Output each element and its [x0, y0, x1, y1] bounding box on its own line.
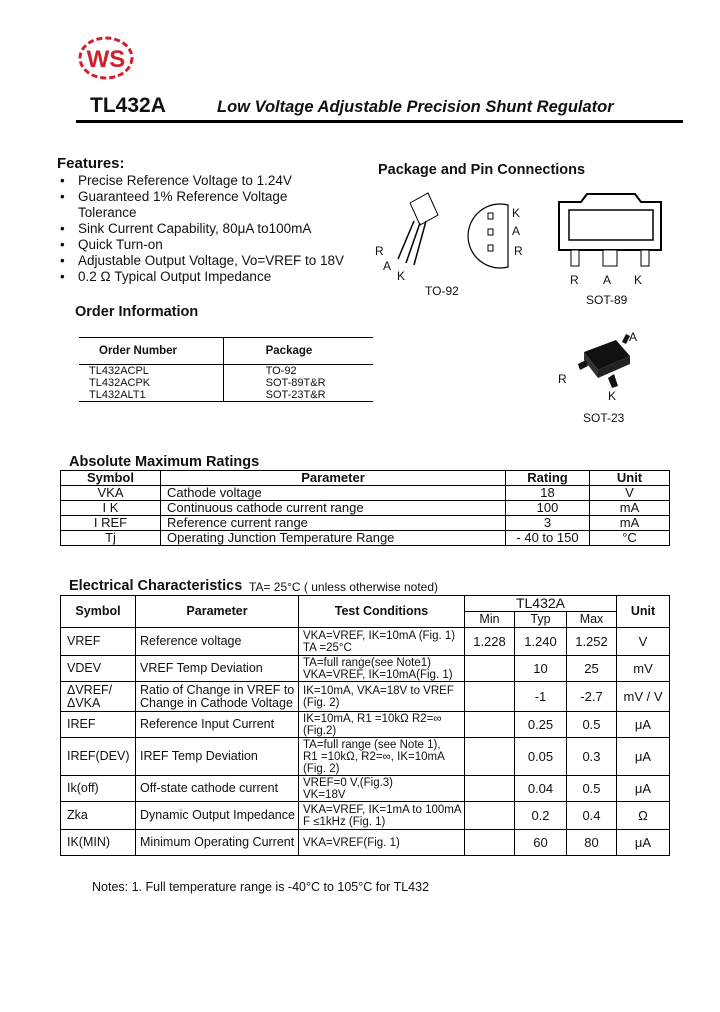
feature-item: • Precise Reference Voltage to 1.24V	[58, 173, 344, 189]
sot23-pin-r: R	[558, 372, 567, 386]
table-row	[61, 501, 670, 516]
to92-bottom-pin-a: A	[512, 224, 521, 238]
ec-test-line: VKA=VREF, IK=10mA (Fig. 1)	[303, 629, 456, 642]
sot89-diagram-icon	[555, 190, 667, 268]
to92-pin-r: R	[375, 244, 384, 258]
order-heading: Order Information	[75, 304, 199, 320]
ec-col-symbol: Symbol	[61, 596, 136, 628]
ec-typ: 10	[515, 656, 567, 682]
ec-min	[465, 776, 515, 802]
ec-col-group: TL432A	[465, 596, 617, 612]
amr-rating: 100	[506, 501, 590, 516]
amr-symbol: VKA	[61, 486, 161, 501]
to92-pin-k: K	[397, 269, 406, 283]
ec-min	[465, 738, 515, 776]
table-row	[61, 738, 670, 776]
ec-unit: Ω	[617, 802, 670, 830]
table-row	[61, 628, 670, 656]
sot89-pin-a: A	[603, 273, 612, 287]
ec-typ: 0.25	[515, 712, 567, 738]
ec-test-conditions	[299, 656, 465, 682]
ec-col-test: Test Conditions	[299, 596, 465, 628]
ec-parameter: Dynamic Output Impedance	[136, 802, 299, 830]
ec-max: -2.7	[567, 682, 617, 712]
amr-unit: mA	[590, 516, 670, 531]
sot23-label: SOT-23	[583, 411, 625, 425]
ec-typ: 1.240	[515, 628, 567, 656]
ec-max: 0.4	[567, 802, 617, 830]
amr-rating: - 40 to 150	[506, 531, 590, 546]
ec-max: 0.3	[567, 738, 617, 776]
feature-item: • Quick Turn-on	[58, 237, 344, 253]
ec-symbol: IREF(DEV)	[61, 738, 136, 776]
ec-unit: μA	[617, 776, 670, 802]
sot89-label: SOT-89	[586, 293, 628, 307]
ec-test-line: TA =25°C	[303, 641, 352, 654]
feature-item: • Sink Current Capability, 80μA to100mA	[58, 221, 344, 237]
ec-test-line: VKA=VREF(Fig. 1)	[303, 836, 400, 849]
ec-unit: μA	[617, 830, 670, 856]
ec-test-line: VK=18V	[303, 788, 346, 801]
ec-unit: V	[617, 628, 670, 656]
ec-parameter: Reference Input Current	[136, 712, 299, 738]
ws-logo	[76, 32, 136, 82]
ec-unit: mV / V	[617, 682, 670, 712]
ec-test-line: R1 =10kΩ, R2=∞, IK=10mA	[303, 750, 445, 763]
ec-symbol: VDEV	[61, 656, 136, 682]
ec-test-line: IK=10mA, VKA=18V to VREF	[303, 684, 454, 697]
ec-test-conditions	[299, 682, 465, 712]
ec-col-unit: Unit	[617, 596, 670, 628]
ec-symbol: IREF	[61, 712, 136, 738]
table-row	[61, 776, 670, 802]
to92-bottom-pin-r: R	[514, 244, 523, 258]
title-rule	[76, 120, 683, 123]
notes: Notes: 1. Full temperature range is -40°C to 105°C for TL432	[92, 880, 430, 894]
ec-test-line: IK=10mA, R1 =10kΩ R2=∞	[303, 712, 442, 725]
amr-table	[60, 470, 670, 546]
ec-table	[60, 595, 670, 856]
order-package: SOT-23T&R	[223, 389, 373, 402]
table-row	[61, 516, 670, 531]
order-number: TL432ACPL	[79, 365, 223, 378]
ec-max: 25	[567, 656, 617, 682]
ec-parameter: VREF Temp Deviation	[136, 656, 299, 682]
ec-typ: 0.05	[515, 738, 567, 776]
amr-symbol: I REF	[61, 516, 161, 531]
amr-heading: Absolute Maximum Ratings	[69, 454, 260, 470]
order-package: TO-92	[223, 365, 373, 378]
to92-label: TO-92	[425, 284, 459, 298]
ec-typ: 60	[515, 830, 567, 856]
amr-unit: V	[590, 486, 670, 501]
amr-parameter: Continuous cathode current range	[161, 501, 506, 516]
ec-max: 80	[567, 830, 617, 856]
ec-min	[465, 830, 515, 856]
order-number: TL432ACPK	[89, 377, 151, 389]
ec-col-max: Max	[567, 612, 617, 628]
ec-min	[465, 682, 515, 712]
table-row	[61, 802, 670, 830]
amr-rating: 3	[506, 516, 590, 531]
feature-item: • 0.2 Ω Typical Output Impedance	[58, 269, 344, 285]
features-list	[58, 173, 344, 285]
ec-max: 0.5	[567, 712, 617, 738]
ec-col-parameter: Parameter	[136, 596, 299, 628]
ec-parameter: Ratio of Change in VREF to Change in Cathode Voltage	[136, 682, 299, 712]
amr-unit: mA	[590, 501, 670, 516]
order-table	[79, 337, 373, 402]
sot23-pin-k: K	[608, 389, 617, 403]
ec-test-conditions	[299, 628, 465, 656]
ec-heading: Electrical Characteristics	[69, 578, 243, 594]
amr-symbol: Tj	[61, 531, 161, 546]
feature-item: • Adjustable Output Voltage, Vo=VREF to 18V	[58, 253, 344, 269]
table-row	[61, 486, 670, 501]
ec-parameter: Off-state cathode current	[136, 776, 299, 802]
order-package: SOT-89T&R	[223, 377, 373, 389]
to92-pin-a: A	[383, 259, 392, 273]
order-col-number: Order Number	[79, 338, 223, 365]
ec-test-conditions	[299, 802, 465, 830]
to92-bottom-pin-k: K	[512, 206, 521, 220]
order-col-package: Package	[223, 338, 373, 365]
amr-col-parameter: Parameter	[161, 471, 506, 486]
logo-text: WS	[86, 46, 126, 73]
ec-max: 0.5	[567, 776, 617, 802]
ec-test-line: TA=full range (see Note 1),	[303, 738, 441, 751]
ec-typ: 0.2	[515, 802, 567, 830]
table-row	[61, 682, 670, 712]
amr-col-symbol: Symbol	[61, 471, 161, 486]
feature-item: • Guaranteed 1% Reference Voltage	[58, 189, 344, 205]
ec-min	[465, 802, 515, 830]
features-heading: Features:	[57, 155, 125, 172]
sot89-pin-r: R	[570, 273, 579, 287]
ec-parameter: IREF Temp Deviation	[136, 738, 299, 776]
amr-parameter: Operating Junction Temperature Range	[161, 531, 506, 546]
ec-symbol: ΔVREF/ΔVKA	[61, 682, 136, 712]
table-row	[61, 656, 670, 682]
part-number: TL432A	[90, 94, 166, 117]
to92-body-icon	[398, 193, 438, 265]
ec-min	[465, 656, 515, 682]
ec-test-line: VREF=0 V,(Fig.3)	[303, 776, 394, 789]
ec-min	[465, 712, 515, 738]
ec-test-conditions	[299, 712, 465, 738]
table-row	[61, 830, 670, 856]
ec-test-line: F ≤1kHz (Fig. 1)	[303, 815, 386, 828]
ec-test-line: (Fig. 2)	[303, 696, 340, 709]
table-row	[79, 377, 373, 389]
amr-symbol: I K	[61, 501, 161, 516]
ec-symbol: Zka	[61, 802, 136, 830]
ec-max: 1.252	[567, 628, 617, 656]
ec-symbol: VREF	[61, 628, 136, 656]
table-row	[79, 365, 373, 378]
ec-unit: μA	[617, 738, 670, 776]
amr-rating: 18	[506, 486, 590, 501]
table-row	[61, 712, 670, 738]
package-heading: Package and Pin Connections	[378, 162, 586, 178]
ec-typ: 0.04	[515, 776, 567, 802]
ec-test-line: TA=full range(see Note1)	[303, 656, 431, 669]
amr-parameter: Cathode voltage	[161, 486, 506, 501]
amr-unit: °C	[590, 531, 670, 546]
ec-col-typ: Typ	[515, 612, 567, 628]
ec-condition: TA= 25°C ( unless otherwise noted)	[249, 580, 438, 594]
sot89-pin-k: K	[634, 273, 643, 287]
table-row	[61, 531, 670, 546]
ec-test-conditions	[299, 830, 465, 856]
ec-typ: -1	[515, 682, 567, 712]
ec-symbol: IK(MIN)	[61, 830, 136, 856]
order-number: TL432ALT1	[79, 389, 223, 402]
table-row	[79, 389, 373, 402]
amr-col-rating: Rating	[506, 471, 590, 486]
ec-parameter: Reference voltage	[136, 628, 299, 656]
ec-test-line: VKA=VREF, IK=10mA(Fig. 1)	[303, 668, 453, 681]
amr-col-unit: Unit	[590, 471, 670, 486]
ec-min: 1.228	[465, 628, 515, 656]
amr-parameter: Reference current range	[161, 516, 506, 531]
ec-test-line: (Fig.2)	[303, 724, 337, 737]
sot23-pin-a: A	[629, 330, 638, 344]
ec-col-min: Min	[465, 612, 515, 628]
document-title: Low Voltage Adjustable Precision Shunt Regulator	[217, 98, 614, 116]
ec-test-conditions	[299, 738, 465, 776]
ec-parameter: Minimum Operating Current	[136, 830, 299, 856]
ec-symbol: Ik(off)	[61, 776, 136, 802]
ec-test-conditions	[299, 776, 465, 802]
ec-test-line: (Fig. 2)	[303, 762, 340, 775]
ec-test-line: VKA=VREF, IK=1mA to 100mA	[303, 803, 462, 816]
feature-item: Tolerance	[78, 205, 137, 220]
to92-bottom-view-icon	[468, 204, 508, 268]
ec-unit: mV	[617, 656, 670, 682]
ec-unit: μA	[617, 712, 670, 738]
